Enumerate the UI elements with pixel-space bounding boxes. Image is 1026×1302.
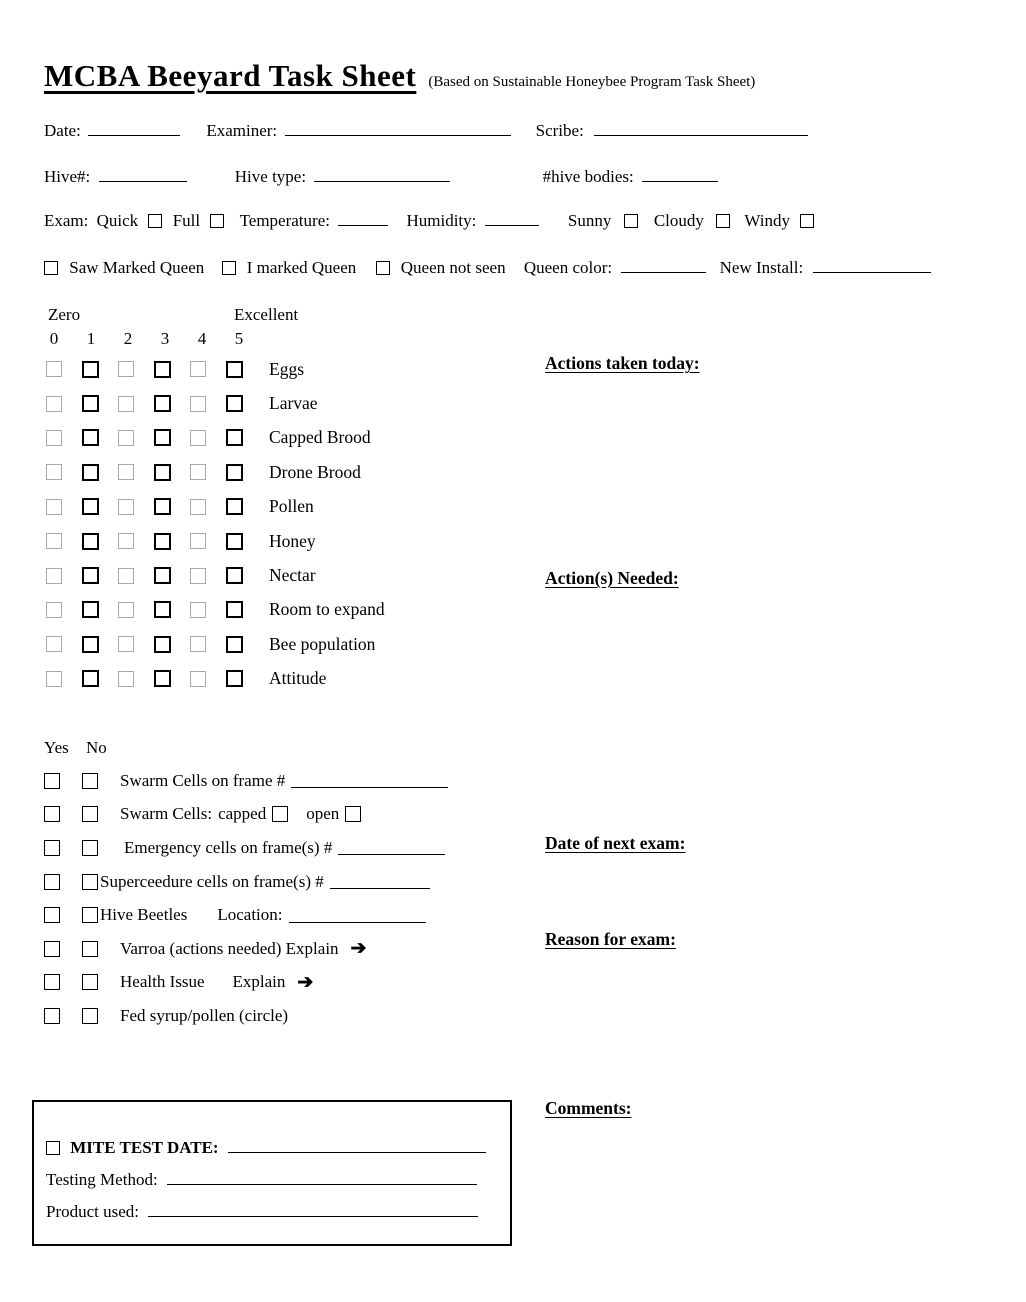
scale-number-1: 1 bbox=[86, 329, 96, 348]
new-install-field[interactable] bbox=[813, 258, 931, 273]
page-subtitle: (Based on Sustainable Honeybee Program Task Sheet) bbox=[428, 74, 756, 90]
queen-color-label: Queen color: bbox=[523, 258, 613, 277]
eggs-checkbox-5[interactable] bbox=[226, 361, 243, 378]
swarm-cells-row bbox=[44, 798, 448, 832]
nectar-checkbox-0[interactable] bbox=[46, 568, 62, 584]
scale-number-0: 0 bbox=[49, 329, 59, 348]
rating-row-honey bbox=[46, 524, 516, 558]
reason-for-exam-heading: Reason for exam: bbox=[545, 929, 676, 949]
scribe-label: Scribe: bbox=[535, 121, 584, 140]
saw-marked-queen-checkbox[interactable] bbox=[44, 261, 58, 275]
honey-checkbox-4[interactable] bbox=[190, 533, 206, 549]
rating-row-label: Nectar bbox=[269, 565, 316, 586]
scribe-field[interactable] bbox=[594, 121, 808, 136]
pollen-checkbox-1[interactable] bbox=[82, 498, 99, 515]
nectar-checkbox-5[interactable] bbox=[226, 567, 243, 584]
population-checkbox-5[interactable] bbox=[226, 636, 243, 653]
exam-full-label: Full bbox=[172, 211, 201, 230]
mite-test-row bbox=[46, 1138, 510, 1158]
swarm-frame-row bbox=[44, 764, 448, 798]
superceedure-cells-field[interactable] bbox=[330, 874, 430, 889]
humidity-label: Humidity: bbox=[406, 211, 477, 230]
mite-test-box bbox=[32, 1100, 512, 1246]
rating-row-label: Pollen bbox=[269, 496, 314, 517]
rating-row-pollen bbox=[46, 490, 516, 524]
examiner-field[interactable] bbox=[285, 121, 511, 136]
honey-checkbox-0[interactable] bbox=[46, 533, 62, 549]
scale-excellent-label: Excellent bbox=[234, 305, 299, 324]
swarm-frame-label: Swarm Cells on frame # bbox=[120, 770, 286, 790]
open-label: open bbox=[306, 804, 340, 824]
emergency-cells-label: Emergency cells on frame(s) # bbox=[124, 837, 333, 857]
capped-brood-checkbox-0[interactable] bbox=[46, 430, 62, 446]
health-issue-row bbox=[44, 966, 448, 1000]
no-label: No bbox=[86, 738, 107, 757]
nectar-checkbox-2[interactable] bbox=[118, 568, 134, 584]
scale-number-2: 2 bbox=[123, 329, 133, 348]
larvae-checkbox-1[interactable] bbox=[82, 395, 99, 412]
queen-color-field[interactable] bbox=[621, 258, 706, 273]
hive-row bbox=[44, 167, 718, 187]
pollen-checkbox-4[interactable] bbox=[190, 499, 206, 515]
pollen-checkbox-0[interactable] bbox=[46, 499, 62, 515]
attitude-checkbox-0[interactable] bbox=[46, 671, 62, 687]
rating-row-label: Larvae bbox=[269, 393, 318, 414]
room-checkbox-1[interactable] bbox=[82, 601, 99, 618]
rating-row-label: Room to expand bbox=[269, 599, 385, 620]
drone-brood-checkbox-2[interactable] bbox=[118, 464, 134, 480]
capped-checkbox[interactable] bbox=[272, 806, 288, 822]
exam-quick-label: Quick bbox=[96, 211, 139, 230]
queen-not-seen-checkbox[interactable] bbox=[376, 261, 390, 275]
rating-row-capped-brood bbox=[46, 421, 516, 455]
hive-beetles-no-checkbox[interactable] bbox=[82, 907, 98, 923]
testing-method-label: Testing Method: bbox=[46, 1170, 158, 1189]
room-checkbox-3[interactable] bbox=[154, 601, 171, 618]
comments-heading: Comments: bbox=[545, 1098, 632, 1118]
drone-brood-checkbox-1[interactable] bbox=[82, 464, 99, 481]
varroa-no-checkbox[interactable] bbox=[82, 941, 98, 957]
saw-marked-queen-label: Saw Marked Queen bbox=[69, 258, 205, 277]
varroa-row bbox=[44, 932, 448, 966]
attitude-checkbox-3[interactable] bbox=[154, 670, 171, 687]
rating-row-label: Bee population bbox=[269, 633, 376, 654]
cloudy-label: Cloudy bbox=[653, 211, 704, 230]
exam-row bbox=[44, 211, 814, 231]
explain-arrow-icon: ➔ bbox=[297, 971, 314, 993]
pollen-checkbox-3[interactable] bbox=[154, 498, 171, 515]
capped-brood-checkbox-2[interactable] bbox=[118, 430, 134, 446]
eggs-checkbox-1[interactable] bbox=[82, 361, 99, 378]
drone-brood-checkbox-5[interactable] bbox=[226, 464, 243, 481]
date-row bbox=[44, 121, 808, 141]
hive-type-label: Hive type: bbox=[234, 167, 307, 186]
product-used-field[interactable] bbox=[148, 1202, 478, 1217]
swarm-frame-no-checkbox[interactable] bbox=[82, 773, 98, 789]
i-marked-queen-label: I marked Queen bbox=[246, 258, 357, 277]
scale-number-3: 3 bbox=[160, 329, 170, 348]
superceedure-no-checkbox[interactable] bbox=[82, 874, 98, 890]
varroa-yes-checkbox[interactable] bbox=[44, 941, 60, 957]
eggs-checkbox-0[interactable] bbox=[46, 361, 62, 377]
humidity-field[interactable] bbox=[485, 211, 539, 226]
honey-checkbox-1[interactable] bbox=[82, 533, 99, 550]
scale-zero-label: Zero bbox=[48, 305, 81, 324]
yes-label: Yes bbox=[44, 738, 69, 757]
room-checkbox-5[interactable] bbox=[226, 601, 243, 618]
exam-quick-checkbox[interactable] bbox=[148, 214, 162, 228]
larvae-checkbox-5[interactable] bbox=[226, 395, 243, 412]
drone-brood-checkbox-4[interactable] bbox=[190, 464, 206, 480]
pollen-checkbox-5[interactable] bbox=[226, 498, 243, 515]
rating-row-eggs bbox=[46, 352, 516, 386]
nectar-checkbox-1[interactable] bbox=[82, 567, 99, 584]
open-checkbox[interactable] bbox=[345, 806, 361, 822]
temperature-field[interactable] bbox=[338, 211, 388, 226]
eggs-checkbox-2[interactable] bbox=[118, 361, 134, 377]
new-install-label: New Install: bbox=[719, 258, 804, 277]
rating-row-label: Capped Brood bbox=[269, 427, 371, 448]
scale-number-4: 4 bbox=[197, 329, 207, 348]
date-label: Date: bbox=[44, 121, 81, 140]
testing-method-row bbox=[46, 1170, 510, 1190]
eggs-checkbox-4[interactable] bbox=[190, 361, 206, 377]
population-checkbox-1[interactable] bbox=[82, 636, 99, 653]
actions-needed-heading: Action(s) Needed: bbox=[545, 568, 679, 588]
hive-beetles-label: Hive Beetles bbox=[100, 905, 188, 925]
capped-brood-checkbox-4[interactable] bbox=[190, 430, 206, 446]
swarm-cells-label: Swarm Cells: bbox=[120, 804, 213, 824]
larvae-checkbox-0[interactable] bbox=[46, 396, 62, 412]
product-used-row bbox=[46, 1202, 510, 1222]
fed-yes-checkbox[interactable] bbox=[44, 1008, 60, 1024]
rating-row-label: Eggs bbox=[269, 358, 304, 379]
varroa-label: Varroa (actions needed) Explain bbox=[120, 938, 339, 958]
cloudy-checkbox[interactable] bbox=[716, 214, 730, 228]
rating-grid bbox=[46, 305, 516, 696]
room-checkbox-2[interactable] bbox=[118, 602, 134, 618]
explain-label: Explain bbox=[232, 972, 286, 992]
population-checkbox-3[interactable] bbox=[154, 636, 171, 653]
temperature-label: Temperature: bbox=[239, 211, 330, 230]
queen-row bbox=[44, 258, 931, 278]
honey-checkbox-2[interactable] bbox=[118, 533, 134, 549]
explain-arrow-icon: ➔ bbox=[350, 938, 367, 960]
attitude-checkbox-4[interactable] bbox=[190, 671, 206, 687]
fed-syrup-label: Fed syrup/pollen (circle) bbox=[120, 1005, 289, 1025]
rating-row-drone-brood bbox=[46, 455, 516, 489]
attitude-checkbox-1[interactable] bbox=[82, 670, 99, 687]
emergency-cells-row bbox=[44, 831, 448, 865]
drone-brood-checkbox-3[interactable] bbox=[154, 464, 171, 481]
capped-brood-checkbox-3[interactable] bbox=[154, 429, 171, 446]
capped-label: capped bbox=[218, 804, 267, 824]
larvae-checkbox-3[interactable] bbox=[154, 395, 171, 412]
hive-beetles-row bbox=[44, 898, 448, 932]
i-marked-queen-checkbox[interactable] bbox=[222, 261, 236, 275]
location-label: Location: bbox=[217, 905, 283, 925]
product-used-label: Product used: bbox=[46, 1202, 140, 1221]
attitude-checkbox-2[interactable] bbox=[118, 671, 134, 687]
hive-number-label: Hive#: bbox=[44, 167, 91, 186]
population-checkbox-4[interactable] bbox=[190, 636, 206, 652]
hive-type-field[interactable] bbox=[314, 167, 450, 182]
date-next-exam-heading: Date of next exam: bbox=[545, 833, 686, 853]
capped-brood-checkbox-1[interactable] bbox=[82, 429, 99, 446]
mite-test-date-label: MITE TEST DATE: bbox=[70, 1138, 219, 1157]
testing-method-field[interactable] bbox=[167, 1170, 477, 1185]
rating-row-nectar bbox=[46, 558, 516, 592]
fed-syrup-row bbox=[44, 999, 448, 1033]
examiner-label: Examiner: bbox=[206, 121, 278, 140]
larvae-checkbox-4[interactable] bbox=[190, 396, 206, 412]
hive-bodies-label: #hive bodies: bbox=[542, 167, 634, 186]
population-checkbox-0[interactable] bbox=[46, 636, 62, 652]
population-checkbox-2[interactable] bbox=[118, 636, 134, 652]
room-checkbox-4[interactable] bbox=[190, 602, 206, 618]
hive-bodies-field[interactable] bbox=[642, 167, 718, 182]
rating-scale-numbers bbox=[46, 329, 516, 349]
location-field[interactable] bbox=[289, 908, 426, 923]
exam-full-checkbox[interactable] bbox=[210, 214, 224, 228]
rating-row-label: Honey bbox=[269, 530, 316, 551]
date-field[interactable] bbox=[88, 121, 180, 136]
title-block bbox=[44, 58, 755, 94]
yes-no-section bbox=[44, 738, 448, 1033]
health-yes-checkbox[interactable] bbox=[44, 974, 60, 990]
rating-scale-labels bbox=[46, 305, 516, 329]
hive-number-field[interactable] bbox=[99, 167, 187, 182]
rating-row-label: Drone Brood bbox=[269, 461, 361, 482]
yes-no-header bbox=[44, 738, 448, 764]
pollen-checkbox-2[interactable] bbox=[118, 499, 134, 515]
rating-row-label: Attitude bbox=[269, 668, 327, 689]
superceedure-cells-label: Superceedure cells on frame(s) # bbox=[100, 871, 324, 891]
rating-row-larvae bbox=[46, 386, 516, 420]
honey-checkbox-5[interactable] bbox=[226, 533, 243, 550]
hive-beetles-yes-checkbox[interactable] bbox=[44, 907, 60, 923]
actions-taken-heading: Actions taken today: bbox=[545, 353, 700, 373]
room-checkbox-0[interactable] bbox=[46, 602, 62, 618]
capped-brood-checkbox-5[interactable] bbox=[226, 429, 243, 446]
nectar-checkbox-3[interactable] bbox=[154, 567, 171, 584]
swarm-cells-yes-checkbox[interactable] bbox=[44, 806, 60, 822]
drone-brood-checkbox-0[interactable] bbox=[46, 464, 62, 480]
fed-no-checkbox[interactable] bbox=[82, 1008, 98, 1024]
windy-checkbox[interactable] bbox=[800, 214, 814, 228]
sunny-label: Sunny bbox=[567, 211, 612, 230]
swarm-cells-no-checkbox[interactable] bbox=[82, 806, 98, 822]
emergency-yes-checkbox[interactable] bbox=[44, 840, 60, 856]
superceedure-cells-row bbox=[44, 865, 448, 899]
queen-not-seen-label: Queen not seen bbox=[400, 258, 506, 277]
health-no-checkbox[interactable] bbox=[82, 974, 98, 990]
honey-checkbox-3[interactable] bbox=[154, 533, 171, 550]
exam-label: Exam: bbox=[44, 211, 89, 230]
rating-row-room-to-expand bbox=[46, 593, 516, 627]
mite-test-checkbox[interactable] bbox=[46, 1141, 60, 1155]
rating-row-bee-population bbox=[46, 627, 516, 661]
attitude-checkbox-5[interactable] bbox=[226, 670, 243, 687]
eggs-checkbox-3[interactable] bbox=[154, 361, 171, 378]
emergency-cells-field[interactable] bbox=[338, 840, 445, 855]
health-issue-label: Health Issue bbox=[120, 972, 205, 992]
windy-label: Windy bbox=[744, 211, 790, 230]
nectar-checkbox-4[interactable] bbox=[190, 568, 206, 584]
rating-row-attitude bbox=[46, 662, 516, 696]
page-title: MCBA Beeyard Task Sheet bbox=[44, 58, 417, 93]
emergency-no-checkbox[interactable] bbox=[82, 840, 98, 856]
superceedure-yes-checkbox[interactable] bbox=[44, 874, 60, 890]
scale-number-5: 5 bbox=[234, 329, 244, 348]
mite-test-date-field[interactable] bbox=[228, 1138, 486, 1153]
larvae-checkbox-2[interactable] bbox=[118, 396, 134, 412]
sunny-checkbox[interactable] bbox=[624, 214, 638, 228]
swarm-frame-yes-checkbox[interactable] bbox=[44, 773, 60, 789]
swarm-frame-field[interactable] bbox=[291, 773, 448, 788]
